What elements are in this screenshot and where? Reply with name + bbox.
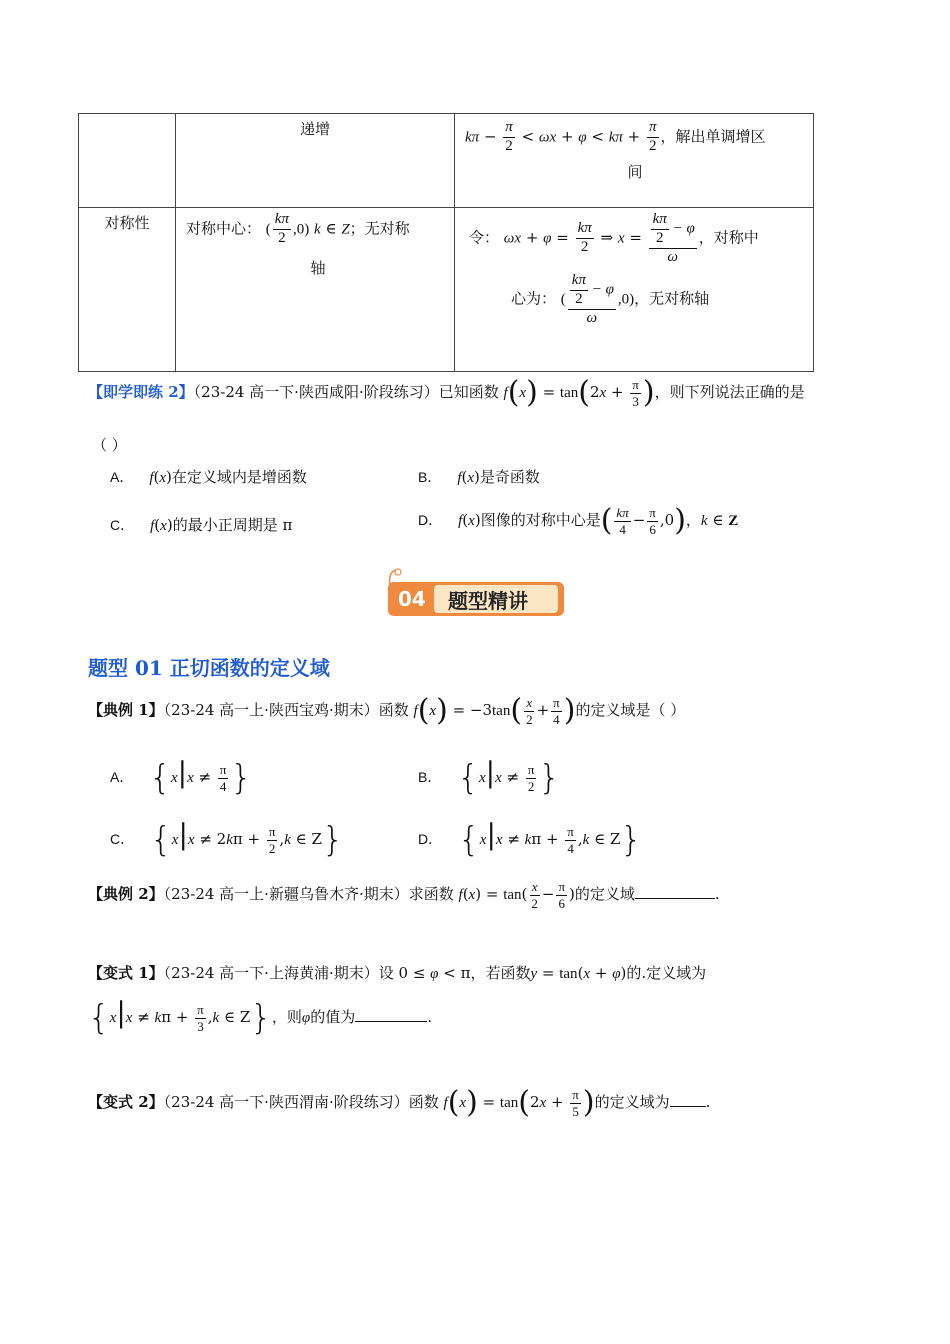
example-1-option-b[interactable]: B． {x|x ≠ $\frac{\pi}{2}$ } (418, 756, 561, 798)
answer-blank[interactable] (670, 1092, 706, 1107)
answer-blank[interactable] (635, 884, 715, 899)
table-cell-symmetry-center: 对称中心： ( $\frac{k\pi}{2}$ ,0) k ∈ Z；无对称 轴 (176, 208, 455, 372)
variant-2-question: 【变式 2】（23-24 高一下·陕西渭南·阶段练习）函数 f(x) = tan(2x + $\frac{\pi}{5}$ )的定义域为 . (88, 1085, 711, 1121)
property-table (78, 113, 814, 372)
section-title: 题型 01 正切函数的定义域 (88, 656, 330, 680)
exercise-2-option-a[interactable]: A． f(x)在定义域内是增函数 (110, 468, 307, 486)
example-1-question: 【典例 1】（23-24 高一上·陕西宝鸡·期末）函数 f(x) = −3tan( $\frac{x}{2}$ + $\frac{\pi}{4}$ )的定义域是（ ） (88, 693, 686, 729)
banner-number: 04 (398, 587, 426, 611)
section-banner (386, 582, 566, 628)
exercise-2-question: 【即学即练 2】（23-24 高一下·陕西咸阳·阶段练习）已知函数 f(x) = tan(2x + $\frac{\pi}{3}$ )，则下列说法正确的是 (88, 375, 805, 411)
table-cell-symmetry-solution: 令： ωx + φ = $\frac{k\pi}{2}$ ⇒ x = $\frac{k\pi}{2}$ − φ ω ，对称中 心为： ( $\frac{k\pi}{2}$ − φ ω ,0)，无对称轴 (455, 208, 814, 372)
example-1-option-a[interactable]: A． {x|x ≠ $\frac{\pi}{4}$ } (110, 756, 253, 798)
table-cell-increasing-condition: kπ − $\frac{\pi}{2}$ < ωx + φ < kπ + $\frac{\pi}{2}$ ，解出单调增区 间 (455, 114, 814, 208)
example-2-question: 【典例 2】（23-24 高一上·新疆乌鲁木齐·期末）求函数 f(x) = tan( $\frac{x}{2}$ − $\frac{\pi}{6}$ )的定义域 . (88, 879, 720, 911)
exercise-2-option-d[interactable]: D． f(x)图像的对称中心是( $\frac{k\pi}{4}$ − $\frac{\pi}{6}$ ,0)，k ∈ Z (418, 503, 739, 539)
variant-1-line-2: {x|x ≠ kπ + $\frac{\pi}{3}$ ,k ∈ Z}，则φ的值为 . (88, 996, 433, 1038)
exercise-2-answer-paren: （ ） (92, 436, 127, 454)
table-cell-empty (79, 114, 176, 208)
answer-blank[interactable] (355, 1007, 427, 1022)
table-cell-symmetry-label: 对称性 (79, 208, 176, 372)
example-1-option-c[interactable]: C． {x|x ≠ 2kπ + $\frac{\pi}{2}$ ,k ∈ Z} (110, 818, 344, 860)
banner-title: 题型精讲 (448, 589, 528, 613)
exercise-2-option-c[interactable]: C． f(x)的最小正周期是 π (110, 516, 293, 534)
variant-1-question: 【变式 1】（23-24 高一下·上海黄浦·期末）设 0 ≤ φ < π，若函数y = tan(x + φ)的.定义域为 (88, 964, 707, 982)
exercise-2-option-b[interactable]: B． f(x)是奇函数 (418, 468, 540, 486)
table-cell-increasing: 递增 (176, 114, 455, 208)
example-1-option-d[interactable]: D． {x|x ≠ kπ + $\frac{\pi}{4}$ ,k ∈ Z} (418, 818, 643, 860)
